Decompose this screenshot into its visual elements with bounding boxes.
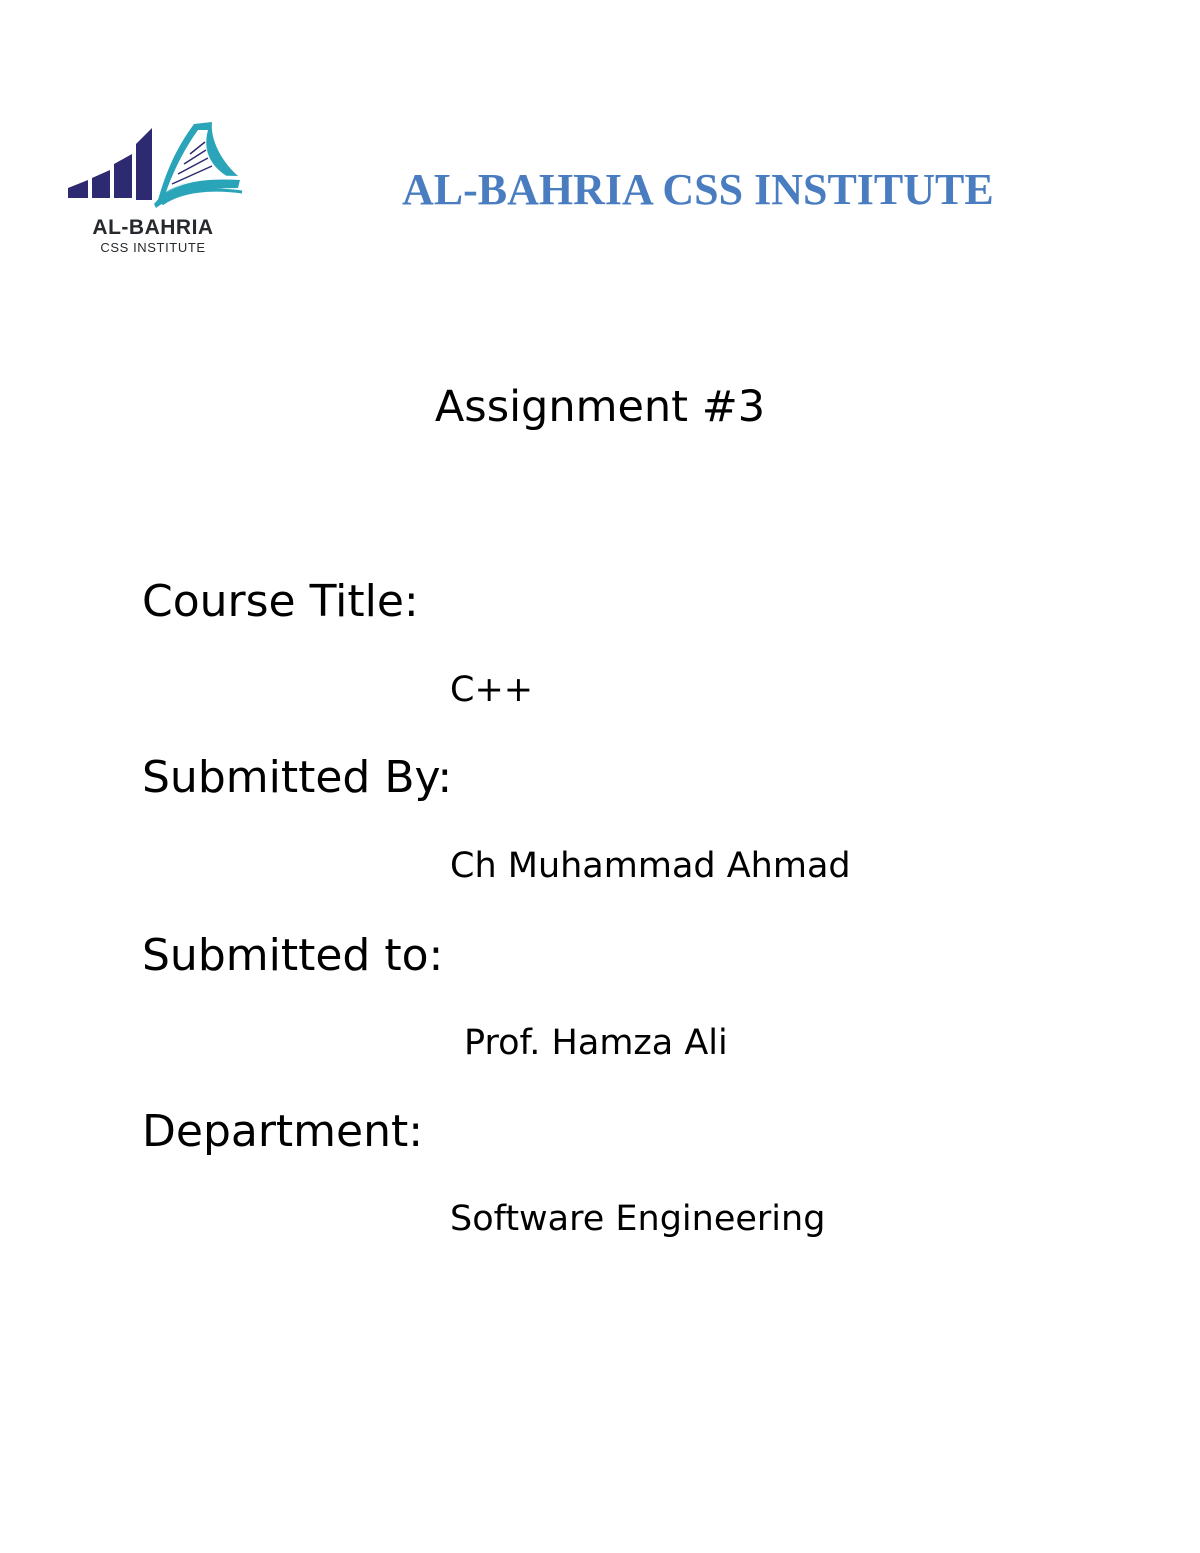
submitted-by-value: Ch Muhammad Ahmad (450, 846, 851, 886)
logo-name: AL-BAHRIA (92, 216, 214, 239)
department-label: Department: (142, 1106, 424, 1157)
institute-logo (62, 118, 244, 258)
submitted-to-label: Submitted to: (142, 930, 444, 981)
logo-subtitle: CSS INSTITUTE (100, 240, 206, 255)
course-title-label: Course Title: (142, 576, 419, 627)
assignment-title: Assignment #3 (434, 382, 766, 432)
bars-and-book-icon (62, 118, 244, 218)
institute-name: AL-BAHRIA CSS INSTITUTE (402, 165, 994, 214)
course-title-value: C++ (450, 670, 534, 710)
submitted-by-label: Submitted By: (142, 752, 453, 803)
department-value: Software Engineering (450, 1199, 826, 1239)
submitted-to-value: Prof. Hamza Ali (464, 1023, 728, 1063)
